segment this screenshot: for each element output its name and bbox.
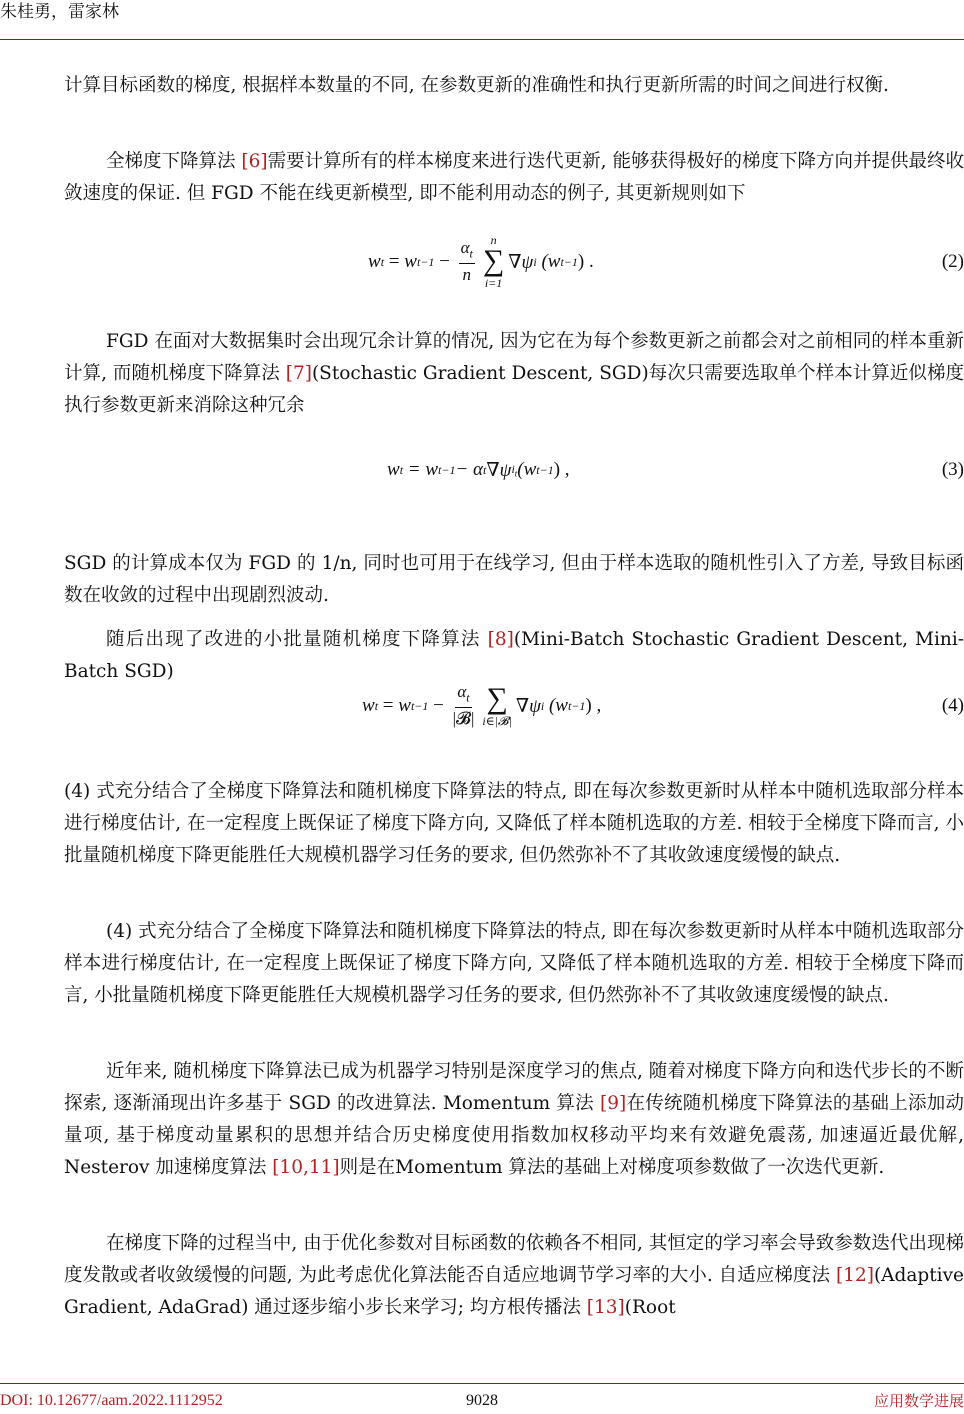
eq-sum-lower: i=1 xyxy=(484,276,503,290)
eq-subscript: t xyxy=(466,690,470,705)
citation-link[interactable]: [13] xyxy=(586,1297,625,1318)
footer-doi-link[interactable]: DOI: 10.12677/aam.2022.1112952 xyxy=(0,1392,223,1409)
eq-symbol: n xyxy=(462,265,471,285)
paragraph-text: 近年来, 随机梯度下降算法已成为机器学习特别是深度学习的焦点, 随着对梯度下降方向和迭代步长的不断探索, 逐渐涌现出许多基于 SGD 的改进算法. Momentum 算法 xyxy=(64,1061,964,1114)
eq-fraction xyxy=(459,238,475,286)
paragraph xyxy=(64,916,964,1012)
paragraph-text: (Stochastic Gradient Descent, SGD)每次只需要选取单个样本计算近似梯度执行参数更新来消除这种冗余 xyxy=(64,363,964,416)
paragraph-text: FGD 在面对大数据集时会出现冗余计算的情况, 因为它在为每个参数更新之前都会对之前相同的样本重新计算, 而随机梯度下降算法 xyxy=(64,331,964,384)
eq-subscript: t−1 xyxy=(536,462,554,477)
paragraph-text: 在梯度下降的过程当中, 由于优化参数对目标函数的依赖各不相同, 其恒定的学习率会导致参数迭代出现梯度发散或者收敛缓慢的问题, 为此考虑优化算法能否自适应地调节学习率的大小. 自适应梯度法 xyxy=(64,1233,964,1286)
eq-subscript: t xyxy=(469,246,473,261)
eq-subscript: t−1 xyxy=(438,462,456,477)
header-authors: 朱桂勇，雷家林 xyxy=(0,2,119,22)
eq-symbol: w xyxy=(398,695,411,716)
paragraph xyxy=(64,326,964,422)
equation-number: (3) xyxy=(941,459,964,480)
paragraph-text: (4) 式充分结合了全梯度下降算法和随机梯度下降算法的特点, 即在每次参数更新时从样本中随机选取部分样本进行梯度估计, 在一定程度上既保证了梯度下降方向, 又降低了样本随机选取的方差. 相较于全梯度下降而言, 小批量随机梯度下降更能胜任大规模机器学习任务的要求, 但仍然弥补不了其收敛速度缓慢的缺点. xyxy=(64,921,964,1006)
footer-rule xyxy=(0,1383,964,1384)
eq-sum-lower: i∈|𝓑| xyxy=(482,714,512,728)
eq-symbol: ∇ψ xyxy=(515,695,541,717)
eq-subscript: t xyxy=(399,462,404,477)
eq-symbol: α xyxy=(457,681,467,701)
equation-4: w t = w t−1 − $\frac{\alpha_t}{\text{|𝓑|}}$ ∑ i∈|𝓑| ∇ψ i (w t−1 ) , (4) xyxy=(64,676,964,736)
eq-symbol: α xyxy=(460,237,470,257)
paragraph-text: SGD 的计算成本仅为 FGD 的 1/n, 同时也可用于在线学习, 但由于样本选取的随机性引入了方差, 导致目标函数在收敛的过程中出现剧烈波动. xyxy=(64,553,964,606)
eq-symbol: ) , xyxy=(585,695,602,716)
paragraph-text: (Root xyxy=(624,1297,676,1318)
eq-subscript: t−1 xyxy=(410,698,429,713)
eq-subscript: t−1 xyxy=(567,698,586,713)
eq-subscript: t xyxy=(374,698,379,713)
eq-subscript: i xyxy=(540,698,545,713)
citation-link[interactable]: [10,11] xyxy=(272,1157,340,1178)
citation-link[interactable]: [8] xyxy=(487,629,514,650)
journal-name-link[interactable]: 应用数学进展 xyxy=(873,1392,964,1410)
eq-symbol: (w xyxy=(548,695,568,716)
eq-subscript: t−1 xyxy=(416,254,435,269)
paragraph-text: 则是在Momentum 算法的基础上对梯度项参数做了一次迭代更新. xyxy=(339,1157,885,1178)
eq-symbol: w xyxy=(387,459,400,480)
eq-symbol: ) , xyxy=(553,459,570,480)
equation-3 xyxy=(64,440,964,500)
eq-symbol: ∇ψ xyxy=(486,459,512,481)
paragraph-text: (Adaptive Gradient, AdaGrad) 通过逐步缩小步长来学习; 均方根传播法 xyxy=(64,1265,964,1318)
paragraph xyxy=(64,146,964,210)
paragraph-text: 计算目标函数的梯度, 根据样本数量的不同, 在参数更新的准确性和执行更新所需的时间之间进行权衡. xyxy=(64,75,889,96)
eq-subscript: i xyxy=(511,461,515,476)
eq-subscript: i xyxy=(533,254,537,269)
eq-symbol: ) . xyxy=(577,251,594,272)
citation-link[interactable]: [9] xyxy=(600,1093,627,1114)
eq-subscript: t−1 xyxy=(560,254,578,269)
eq-symbol: w xyxy=(404,251,417,272)
eq-symbol: − α xyxy=(455,459,484,480)
paragraph xyxy=(64,1056,964,1184)
eq-summation: ∑ i∈|𝓑| xyxy=(482,682,512,728)
eq-symbol: w xyxy=(368,251,381,272)
eq-symbol: ∇ψ xyxy=(508,251,534,273)
paragraph-text: (4) 式充分结合了全梯度下降算法和随机梯度下降算法的特点, 即在每次参数更新时从样本中随机选取部分样本进行梯度估计, 在一定程度上既保证了梯度下降方向, 又降低了样本随机选取的方差. 相较于全梯度下降而言, 小批量随机梯度下降更能胜任大规模机器学习任务的要求, 但仍然弥补不了其收敛速度缓慢的缺点. xyxy=(64,781,964,866)
eq-summation: n ∑ i=1 xyxy=(482,233,505,290)
eq-symbol: (w xyxy=(517,459,537,480)
equation-number: (2) xyxy=(941,251,964,272)
citation-link[interactable]: [6] xyxy=(241,151,268,172)
eq-symbol: w xyxy=(362,695,375,716)
paragraph xyxy=(64,70,964,102)
equation-2: w t = w t−1 − $\frac{\alpha_t}{n}$ n ∑ i=1 ∇ψ i (w t−1 ) . (2) xyxy=(368,233,964,290)
eq-symbol: (w xyxy=(541,251,561,272)
header-rule xyxy=(0,39,964,40)
paragraph-text: 随后出现了改进的小批量随机梯度下降算法 xyxy=(106,629,488,650)
eq-symbol: |𝓑| xyxy=(452,709,475,729)
eq-fraction xyxy=(453,682,475,730)
paragraph-text: (Mini-Batch Stochastic Gradient Descent, Mini-Batch SGD) xyxy=(64,629,964,682)
eq-subscript: t xyxy=(514,468,518,479)
citation-link[interactable]: [12] xyxy=(835,1265,874,1286)
page-number: 9028 xyxy=(466,1392,498,1409)
paragraph-text: 在传统随机梯度下降算法的基础上添加动量项, 基于梯度动量累积的思想并结合历史梯度使用指数加权移动平均来有效避免震荡, 加速逼近最优解, Nesterov 加速梯度算法 xyxy=(64,1093,964,1178)
equation-number: (4) xyxy=(941,695,964,716)
citation-link[interactable]: [7] xyxy=(285,363,312,384)
paragraph-text: 全梯度下降算法 xyxy=(106,151,242,172)
eq-subscript: t xyxy=(483,462,487,477)
paragraph xyxy=(64,1228,964,1324)
eq-sum-upper: n xyxy=(490,233,497,247)
paragraph-text: 需要计算所有的样本梯度来进行迭代更新, 能够获得极好的梯度下降方向并提供最终收敛速度的保证. 但 FGD 不能在线更新模型, 即不能利用动态的例子, 其更新规则如下 xyxy=(64,151,964,204)
paragraph xyxy=(64,548,964,612)
eq-subscript: t xyxy=(380,254,385,269)
eq-symbol: = w xyxy=(407,459,439,480)
paragraph xyxy=(64,776,964,872)
